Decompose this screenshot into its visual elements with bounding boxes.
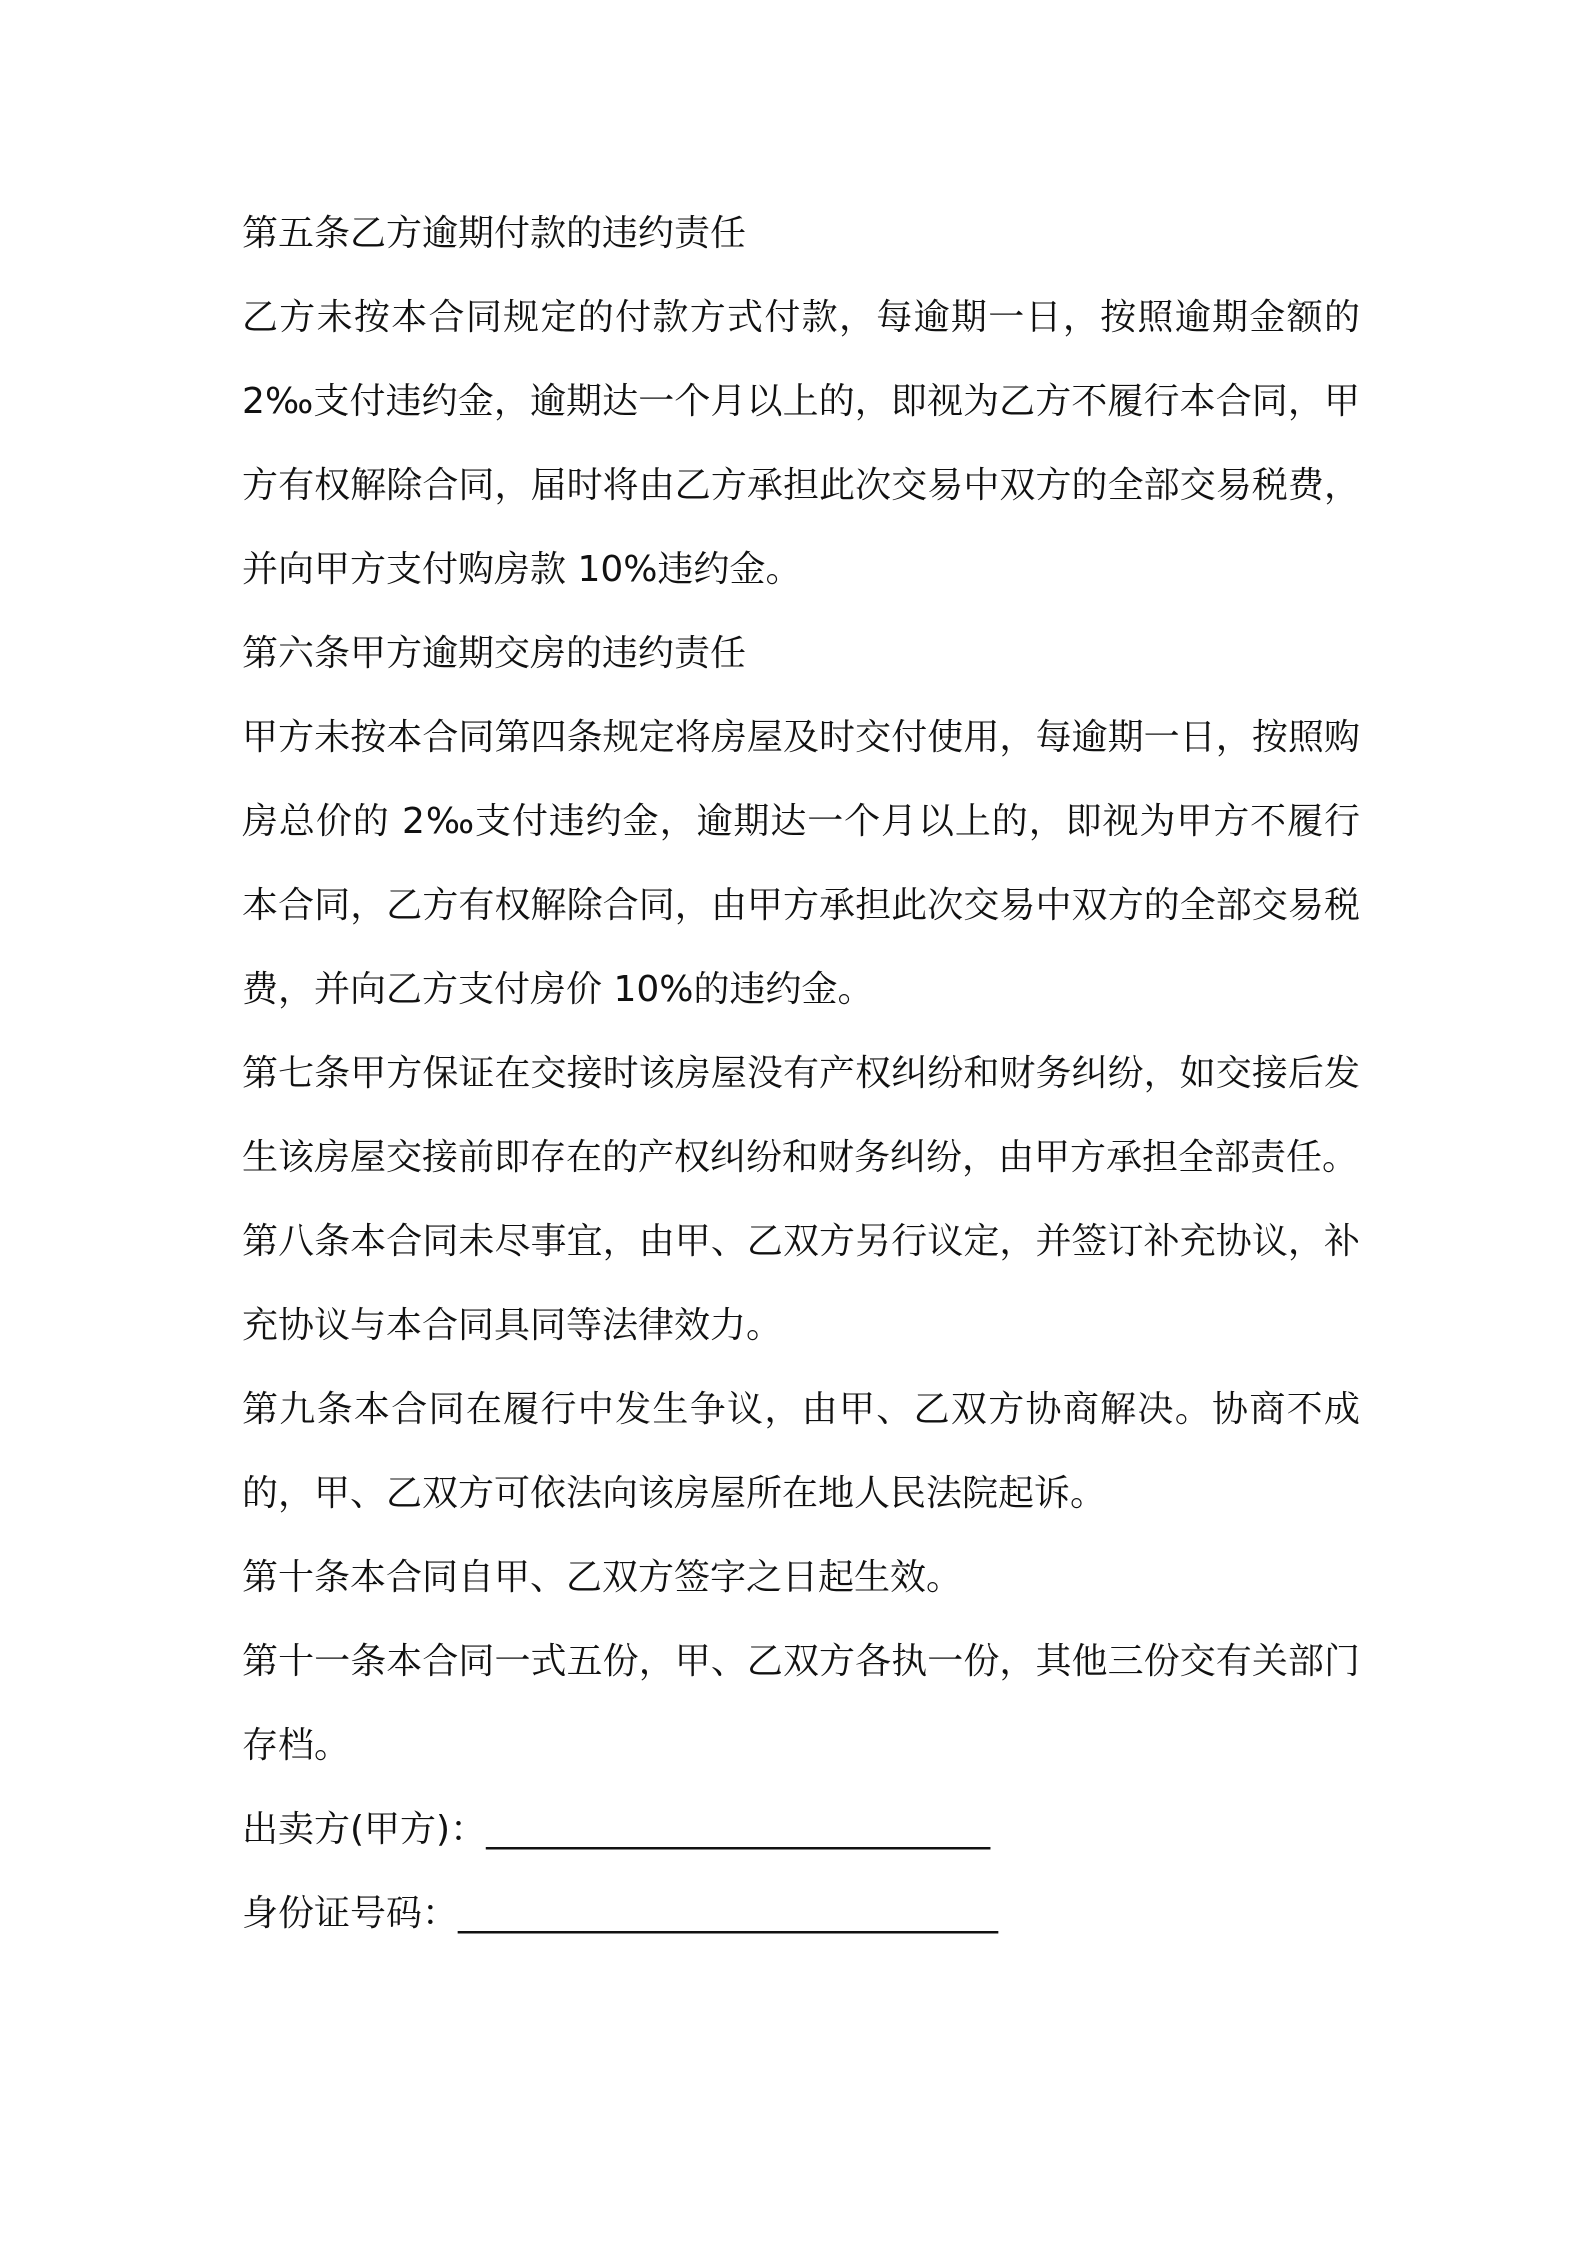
clause-5-title: 第五条乙方逾期付款的违约责任: [242, 213, 747, 254]
clause-5-text: 乙方未按本合同规定的付款方式付款，每逾期一日，按照逾期金额的2‰支付违约金，逾期达一个月以上的，即视为乙方不履行本合同，甲方有权解除合同，届时将由乙方承担此次交易中双方的全部交易税费，并向甲方支付购房款 10%违约金。: [242, 297, 1360, 590]
seller-label: 出卖方(甲方)：: [242, 1809, 487, 1850]
seller-blank: ____________________________: [486, 1809, 991, 1850]
clause-6-title: 第六条甲方逾期交房的违约责任: [242, 633, 747, 674]
clause-6-text: 甲方未按本合同第四条规定将房屋及时交付使用，每逾期一日，按照购房总价的 2‰支付违约金，逾期达一个月以上的，即视为甲方不履行本合同，乙方有权解除合同，由甲方承担此次交易中双方的全部交易税费，并向乙方支付房价 10%的违约金。: [242, 717, 1360, 1010]
id-number-blank: ______________________________: [458, 1893, 999, 1934]
clause-8-text: 第八条本合同未尽事宜，由甲、乙双方另行议定，并签订补充协议，补充协议与本合同具同等法律效力。: [242, 1221, 1360, 1346]
clause-11-text: 第十一条本合同一式五份，甲、乙双方各执一份，其他三份交有关部门存档。: [242, 1641, 1360, 1766]
clause-9-text: 第九条本合同在履行中发生争议，由甲、乙双方协商解决。协商不成的，甲、乙双方可依法向该房屋所在地人民法院起诉。: [242, 1389, 1360, 1514]
clause-10-text: 第十条本合同自甲、乙双方签字之日起生效。: [242, 1557, 963, 1598]
id-number-label: 身份证号码：: [242, 1893, 459, 1934]
contract-body: [242, 192, 1360, 1956]
clause-7-text: 第七条甲方保证在交接时该房屋没有产权纠纷和财务纠纷，如交接后发生该房屋交接前即存在的产权纠纷和财务纠纷，由甲方承担全部责任。: [242, 1053, 1360, 1178]
id-number-line: [242, 1872, 1360, 1956]
seller-signature-line: [242, 1788, 1360, 1872]
